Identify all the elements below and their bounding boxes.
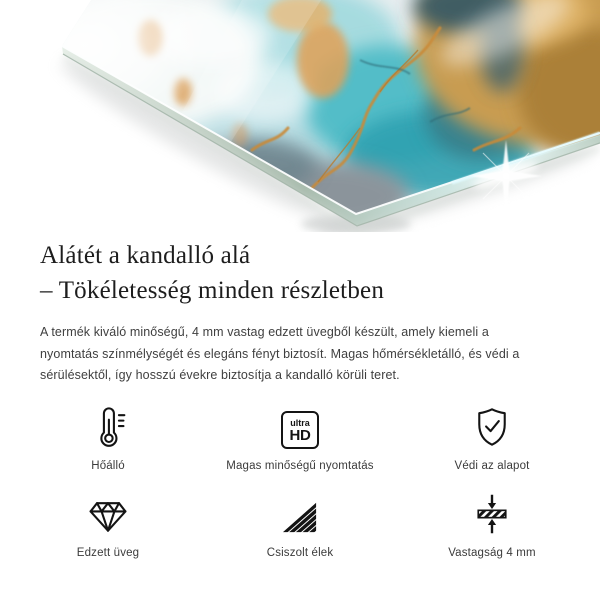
feature-label: Edzett üveg bbox=[76, 547, 140, 560]
feature-heat-resistant bbox=[12, 405, 204, 472]
feature-thickness bbox=[396, 492, 588, 559]
feature-label: Vastagság 4 mm bbox=[448, 547, 536, 560]
section-title-line1: Alátét a kandalló alá bbox=[40, 242, 251, 269]
ultra-hd-icon: ultra HD bbox=[281, 405, 319, 449]
shield-check-icon bbox=[472, 405, 512, 449]
feature-label: Csiszolt élek bbox=[266, 547, 334, 560]
glass-panel-illustration bbox=[0, 0, 600, 232]
thickness-icon bbox=[470, 492, 514, 536]
section-title-line2: – Tökéletesség minden részletben bbox=[40, 277, 385, 304]
feature-grid bbox=[12, 405, 588, 559]
thermometer-icon bbox=[88, 405, 128, 449]
feature-label: Hőálló bbox=[91, 460, 125, 473]
product-image bbox=[0, 0, 600, 232]
feature-label: Védi az alapot bbox=[454, 460, 530, 473]
feature-protects-base bbox=[396, 405, 588, 472]
feature-print-quality bbox=[204, 405, 396, 472]
product-description: A termék kiváló minőségű, 4 mm vastag edzett üvegből készült, amely kiemeli a nyomtatás színmélységét és elegáns fényt biztosít. Magas hőmérsékletálló, és védi a sérülésektől, így hosszú évekre biztosítja a kandalló körüli teret. bbox=[40, 325, 520, 383]
section-title bbox=[40, 238, 560, 308]
polished-edges-icon bbox=[279, 492, 321, 536]
feature-label: Magas minőségű nyomtatás bbox=[226, 460, 374, 473]
feature-polished-edges bbox=[204, 492, 396, 559]
diamond-icon bbox=[86, 492, 130, 536]
feature-tempered-glass bbox=[12, 492, 204, 559]
